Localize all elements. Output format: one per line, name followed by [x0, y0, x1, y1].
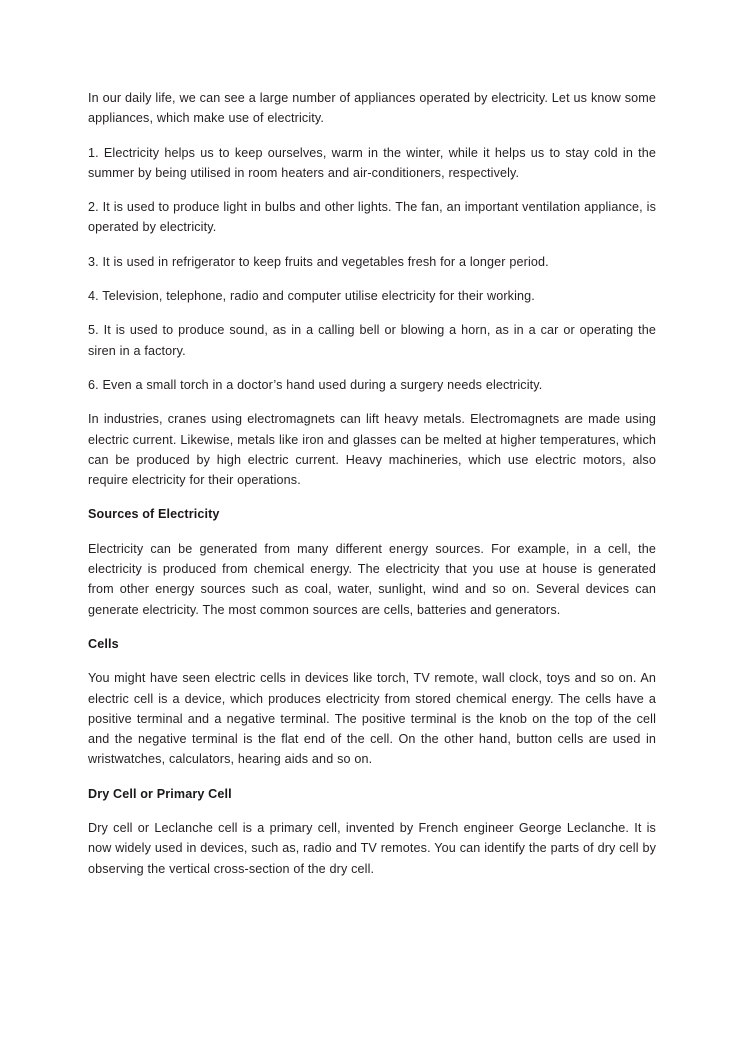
section-heading-dry-cell-or-primary-cell: Dry Cell or Primary Cell — [88, 786, 232, 801]
paragraph-item-2: 2. It is used to produce light in bulbs and other lights. The fan, an important ventilation appliance, is operated by electricity. — [88, 200, 656, 235]
paragraph-sources-body: Electricity can be generated from many different energy sources. For example, in a cell, the electricity is produced from chemical energy. The electricity that you use at house is generated from other energy sources such as coal, water, sunlight, wind and so on. Several devices can generate electricity. The most common sources are cells, batteries and generators. — [88, 541, 656, 617]
paragraph-item-3: 3. It is used in refrigerator to keep fruits and vegetables fresh for a longer period. — [88, 254, 549, 269]
paragraph-intro: In our daily life, we can see a large number of appliances operated by electricity. Let us know some appliances, which make use of electricity. — [88, 91, 656, 126]
paragraph-item-1: 1. Electricity helps us to keep ourselves, warm in the winter, while it helps us to stay cold in the summer by being utilised in room heaters and air-conditioners, respectively. — [88, 145, 656, 180]
paragraph-item-4: 4. Television, telephone, radio and computer utilise electricity for their working. — [88, 289, 535, 304]
paragraph-item-6: 6. Even a small torch in a doctor’s hand used during a surgery needs electricity. — [88, 377, 543, 392]
section-heading-sources-of-electricity: Sources of Electricity — [88, 507, 220, 522]
paragraph-item-5: 5. It is used to produce sound, as in a calling bell or blowing a horn, as in a car or operating the siren in a factory. — [88, 323, 656, 358]
document-body — [88, 88, 656, 879]
paragraph-dry-cell-body: Dry cell or Leclanche cell is a primary cell, invented by French engineer George Leclanche. It is now widely used in devices, such as, radio and TV remotes. You can identify the parts of dry cell by observing the vertical cross-section of the dry cell. — [88, 821, 656, 876]
section-heading-cells: Cells — [88, 636, 119, 651]
paragraph-industries: In industries, cranes using electromagnets can lift heavy metals. Electromagnets are made using electric current. Likewise, metals like iron and glasses can be melted at higher temperatures, which can be produced by high electric current. Heavy machineries, which use electric motors, also require electricity for their operations. — [88, 412, 656, 488]
paragraph-cells-body: You might have seen electric cells in devices like torch, TV remote, wall clock, toys and so on. An electric cell is a device, which produces electricity from stored chemical energy. The cells have a positive terminal and a negative terminal. The positive terminal is the knob on the top of the cell and the negative terminal is the flat end of the cell. On the other hand, button cells are used in wristwatches, calculators, hearing aids and so on. — [88, 671, 656, 767]
